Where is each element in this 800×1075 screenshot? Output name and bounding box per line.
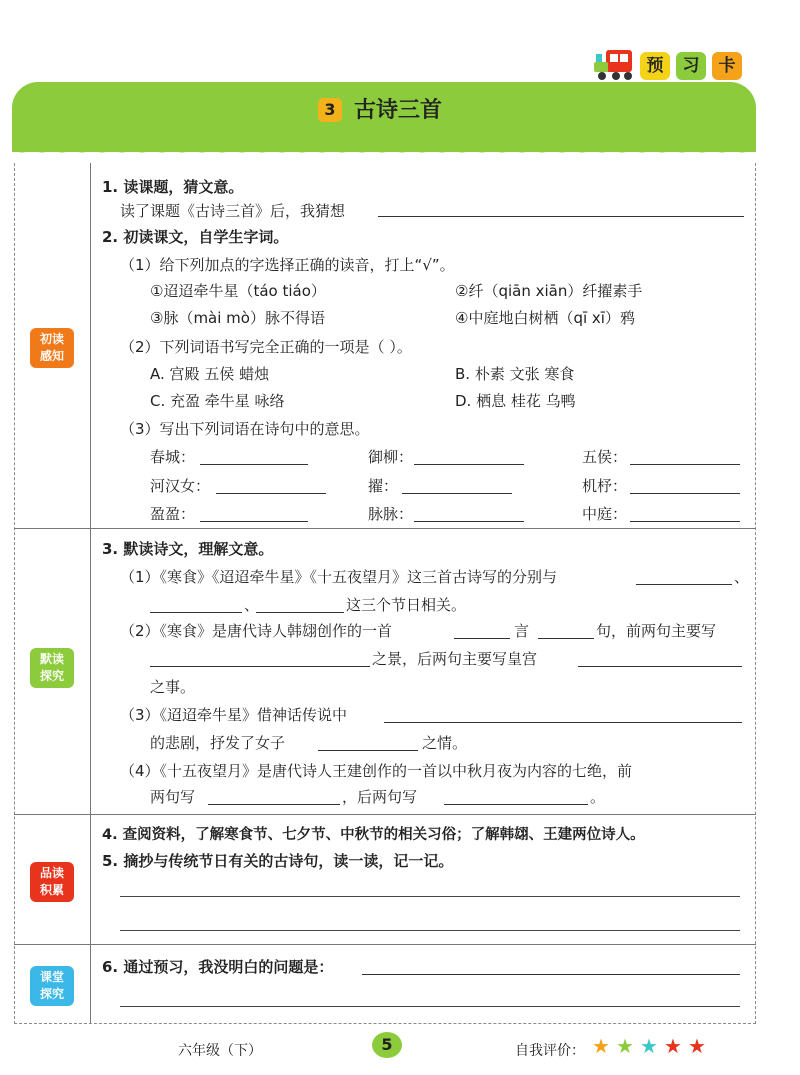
lesson-number: 3 [318, 98, 342, 122]
answer-line[interactable] [578, 666, 742, 667]
answer-line[interactable] [200, 521, 308, 522]
option: ②纤（qiān xiān）纤擢素手 [455, 282, 643, 300]
question-heading: 5. 摘抄与传统节日有关的古诗句，读一读，记一记。 [102, 852, 454, 870]
question-heading: 3. 默读诗文，理解文意。 [102, 540, 274, 558]
question-text: （2）《寒食》是唐代诗人韩翃创作的一首 [120, 622, 393, 640]
answer-line[interactable] [120, 1006, 740, 1007]
question-text: 之情。 [422, 734, 468, 752]
answer-line[interactable] [630, 493, 740, 494]
term: 脉脉： [368, 505, 414, 523]
badge-char: 习 [676, 52, 706, 80]
question-text: 之景，后两句主要写皇宫 [372, 650, 538, 668]
section-tag: 课堂 探究 [30, 966, 74, 1006]
question-text: 的悲剧，抒发了女子 [150, 734, 286, 752]
preview-card-badge [592, 44, 748, 86]
question-text: （4）《十五夜望月》是唐代诗人王建创作的一首以中秋月夜为内容的七绝，前 [120, 762, 633, 780]
star-icon[interactable]: ★ [664, 1034, 682, 1058]
star-icon[interactable]: ★ [640, 1034, 658, 1058]
question-text: 读了课题《古诗三首》后，我猜想 [120, 202, 346, 220]
term: 擢： [368, 477, 399, 495]
answer-line[interactable] [208, 804, 340, 805]
question-text: （2）下列词语书写完全正确的一项是（ ）。 [120, 338, 412, 356]
question-text: 言 [514, 622, 530, 640]
term: 机杼： [582, 477, 628, 495]
answer-line[interactable] [384, 722, 742, 723]
answer-line[interactable] [414, 464, 524, 465]
question-text: （3）《迢迢牵牛星》借神话传说中 [120, 706, 348, 724]
badge-char: 预 [640, 52, 670, 80]
self-evaluation-label: 自我评价： [515, 1043, 585, 1059]
punct: 。 [590, 788, 606, 806]
content-frame [14, 163, 756, 1024]
question-heading: 4. 查阅资料，了解寒食节、七夕节、中秋节的相关习俗；了解韩翃、王建两位诗人。 [102, 827, 645, 843]
answer-line[interactable] [630, 521, 740, 522]
answer-line[interactable] [150, 666, 370, 667]
question-text: 句，前两句主要写 [596, 622, 717, 640]
answer-line[interactable] [538, 638, 594, 639]
question-heading: 1. 读课题，猜文意。 [102, 178, 244, 196]
answer-line[interactable] [362, 974, 740, 975]
question-heading: 2. 初读课文，自学生字词。 [102, 228, 289, 246]
grade-label: 六年级（下） [178, 1043, 262, 1059]
question-text: 之事。 [150, 678, 196, 696]
page-title: 古诗三首 [354, 98, 443, 123]
question-text: 两句写 [150, 788, 196, 806]
option: D. 栖息 桂花 乌鸭 [455, 392, 576, 410]
question-text: ，后两句写 [342, 788, 418, 806]
answer-line[interactable] [318, 750, 418, 751]
answer-line[interactable] [444, 804, 588, 805]
answer-line[interactable] [414, 521, 524, 522]
divider [14, 944, 756, 945]
train-icon [592, 48, 638, 80]
question-text: 这三个节日相关。 [346, 596, 467, 614]
answer-line[interactable] [120, 896, 740, 897]
question-text: （1）《寒食》《迢迢牵牛星》《十五夜望月》这三首古诗写的分别与 [120, 568, 558, 586]
term: 中庭： [582, 505, 628, 523]
term: 五侯： [582, 448, 628, 466]
section-tag: 品读 积累 [30, 862, 74, 902]
star-icon[interactable]: ★ [592, 1034, 610, 1058]
option: ①迢迢牵牛星（táo tiáo） [150, 282, 326, 300]
question-text: （1）给下列加点的字选择正确的读音，打上“√”。 [120, 256, 455, 274]
term: 盈盈： [150, 505, 196, 523]
answer-line[interactable] [630, 464, 740, 465]
answer-line[interactable] [120, 930, 740, 931]
term: 御柳： [368, 448, 414, 466]
divider [14, 528, 756, 529]
answer-line[interactable] [256, 612, 344, 613]
answer-line[interactable] [150, 612, 242, 613]
star-icon[interactable]: ★ [688, 1034, 706, 1058]
term: 春城： [150, 448, 196, 466]
option: A. 宫殿 五侯 蜡烛 [150, 365, 270, 383]
answer-line[interactable] [378, 216, 744, 217]
option: ③脉（mài mò）脉不得语 [150, 309, 325, 327]
divider [90, 163, 91, 1023]
answer-line[interactable] [636, 584, 732, 585]
page-number: 5 [372, 1032, 402, 1058]
section-tag: 初读 感知 [30, 328, 74, 368]
badge-char: 卡 [712, 52, 742, 80]
answer-line[interactable] [402, 493, 512, 494]
star-icon[interactable]: ★ [616, 1034, 634, 1058]
answer-line[interactable] [200, 464, 308, 465]
term: 河汉女： [150, 477, 211, 495]
question-text: （3）写出下列词语在诗句中的意思。 [120, 420, 370, 438]
option: ④中庭地白树栖（qī xī）鸦 [455, 309, 635, 327]
answer-line[interactable] [454, 638, 510, 639]
question-heading: 6. 通过预习，我没明白的问题是： [102, 958, 334, 976]
option: B. 朴素 文张 寒食 [455, 365, 575, 383]
section-tag: 默读 探究 [30, 648, 74, 688]
punct: 、 [244, 596, 260, 614]
punct: 、 [734, 568, 750, 586]
divider [14, 814, 756, 815]
option: C. 充盈 牵牛星 咏络 [150, 392, 285, 410]
answer-line[interactable] [216, 493, 326, 494]
